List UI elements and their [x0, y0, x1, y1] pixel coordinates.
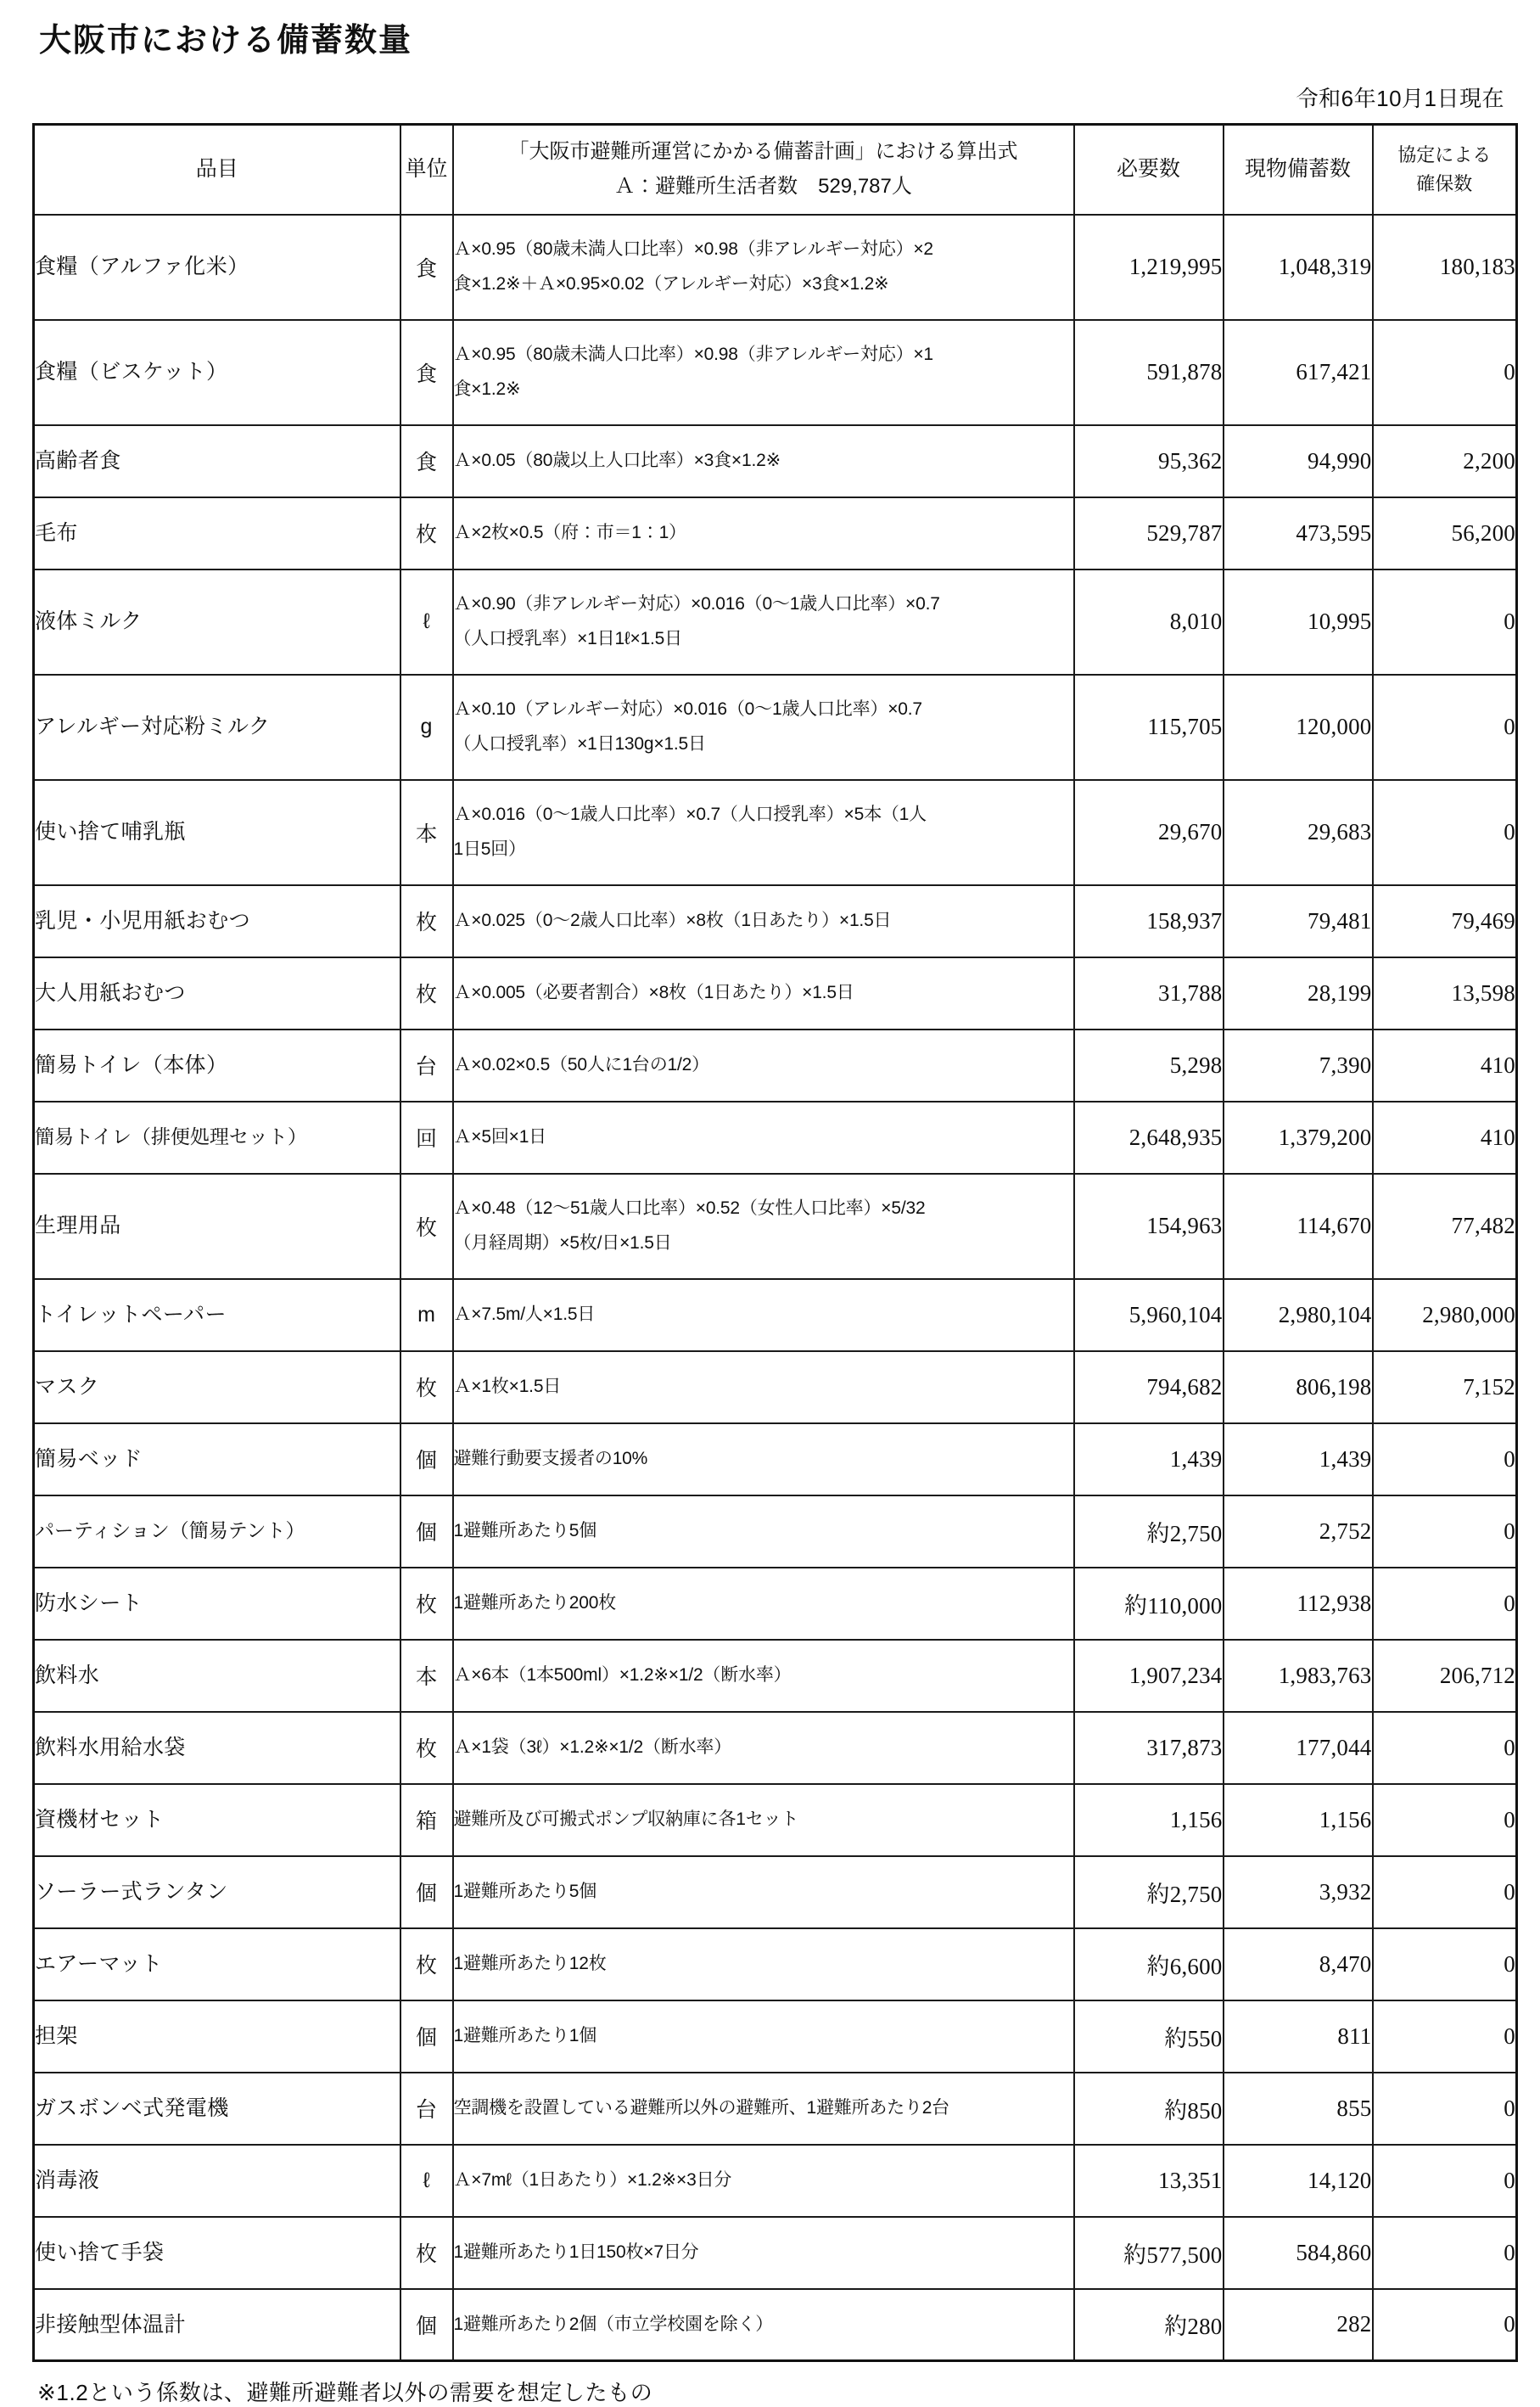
- cell-item-name: 消毒液: [34, 2145, 400, 2217]
- cell-item-name: パーティション（簡易テント）: [34, 1495, 400, 1568]
- column-header-agreement-qty: [1373, 124, 1517, 215]
- stockpile-table: [32, 123, 1518, 2363]
- cell-formula: [453, 2289, 1074, 2361]
- cell-formula-line1: 1避難所あたり12枚: [453, 1954, 607, 1974]
- cell-unit: 枚: [400, 957, 453, 1030]
- cell-agreement-qty: 0: [1373, 780, 1517, 885]
- cell-formula-line1: Ａ×0.95（80歳未満人口比率）×0.98（非アレルギー対応）×1: [453, 344, 933, 364]
- cell-actual-stock: 3,932: [1224, 1856, 1373, 1928]
- table-row: [34, 1351, 1517, 1423]
- cell-item-name: 食糧（アルファ化米）: [34, 215, 400, 320]
- column-header-agreement-line2: 確保数: [1416, 172, 1473, 194]
- cell-item-name: 乳児・小児用紙おむつ: [34, 885, 400, 957]
- cell-agreement-qty: 0: [1373, 1712, 1517, 1784]
- cell-unit: 個: [400, 2000, 453, 2073]
- cell-required-qty: 約550: [1074, 2000, 1224, 2073]
- cell-item-name: マスク: [34, 1351, 400, 1423]
- cell-required-qty: 29,670: [1074, 780, 1224, 885]
- cell-actual-stock: 2,752: [1224, 1495, 1373, 1568]
- cell-agreement-qty: 0: [1373, 2145, 1517, 2217]
- cell-item-name: 使い捨て手袋: [34, 2217, 400, 2289]
- table-row: [34, 885, 1517, 957]
- cell-formula-line1: 1避難所あたり2個（市立学校園を除く）: [453, 2314, 774, 2335]
- cell-agreement-qty: 0: [1373, 1568, 1517, 1640]
- cell-agreement-qty: 0: [1373, 1423, 1517, 1495]
- cell-formula: [453, 1030, 1074, 1102]
- cell-actual-stock: 584,860: [1224, 2217, 1373, 2289]
- table-row: [34, 320, 1517, 425]
- cell-required-qty: 約577,500: [1074, 2217, 1224, 2289]
- cell-actual-stock: 79,481: [1224, 885, 1373, 957]
- cell-required-qty: 1,907,234: [1074, 1640, 1224, 1712]
- cell-item-name: 防水シート: [34, 1568, 400, 1640]
- cell-agreement-qty: 2,200: [1373, 425, 1517, 497]
- cell-required-qty: 115,705: [1074, 675, 1224, 780]
- cell-formula-line1: Ａ×0.48（12〜51歳人口比率）×0.52（女性人口比率）×5/32: [453, 1198, 926, 1218]
- cell-item-name: 食糧（ビスケット）: [34, 320, 400, 425]
- cell-formula-line1: 避難行動要支援者の10%: [453, 1449, 648, 1469]
- cell-formula: [453, 2217, 1074, 2289]
- cell-actual-stock: 120,000: [1224, 675, 1373, 780]
- cell-formula: [453, 497, 1074, 569]
- cell-actual-stock: 177,044: [1224, 1712, 1373, 1784]
- cell-formula: [453, 2073, 1074, 2145]
- table-row: [34, 1784, 1517, 1856]
- cell-actual-stock: 14,120: [1224, 2145, 1373, 2217]
- cell-agreement-qty: 79,469: [1373, 885, 1517, 957]
- cell-actual-stock: 114,670: [1224, 1174, 1373, 1279]
- cell-agreement-qty: 0: [1373, 569, 1517, 675]
- cell-actual-stock: 617,421: [1224, 320, 1373, 425]
- cell-required-qty: 5,298: [1074, 1030, 1224, 1102]
- cell-actual-stock: 2,980,104: [1224, 1279, 1373, 1351]
- cell-item-name: 液体ミルク: [34, 569, 400, 675]
- cell-formula-line1: Ａ×7mℓ（1日あたり）×1.2※×3日分: [453, 2170, 732, 2191]
- cell-formula-line1: Ａ×0.025（0〜2歳人口比率）×8枚（1日あたり）×1.5日: [453, 911, 892, 931]
- cell-item-name: 毛布: [34, 497, 400, 569]
- cell-item-name: アレルギー対応粉ミルク: [34, 675, 400, 780]
- table-row: [34, 2217, 1517, 2289]
- table-row: [34, 2289, 1517, 2361]
- cell-formula: [453, 780, 1074, 885]
- cell-formula-line1: 1避難所あたり1個: [453, 2026, 597, 2046]
- cell-agreement-qty: 7,152: [1373, 1351, 1517, 1423]
- table-row: [34, 215, 1517, 320]
- table-row: [34, 1174, 1517, 1279]
- cell-item-name: トイレットペーパー: [34, 1279, 400, 1351]
- table-row: [34, 1279, 1517, 1351]
- cell-agreement-qty: 410: [1373, 1030, 1517, 1102]
- cell-required-qty: 1,219,995: [1074, 215, 1224, 320]
- cell-actual-stock: 1,379,200: [1224, 1102, 1373, 1174]
- cell-unit: 食: [400, 425, 453, 497]
- cell-unit: 枚: [400, 1712, 453, 1784]
- cell-actual-stock: 10,995: [1224, 569, 1373, 675]
- table-row: [34, 2145, 1517, 2217]
- cell-actual-stock: 8,470: [1224, 1928, 1373, 2000]
- cell-formula-line1: Ａ×7.5m/人×1.5日: [453, 1304, 596, 1325]
- cell-actual-stock: 1,439: [1224, 1423, 1373, 1495]
- cell-unit: 箱: [400, 1784, 453, 1856]
- cell-unit: m: [400, 1279, 453, 1351]
- cell-actual-stock: 1,048,319: [1224, 215, 1373, 320]
- cell-unit: g: [400, 675, 453, 780]
- cell-unit: 枚: [400, 2217, 453, 2289]
- cell-item-name: 大人用紙おむつ: [34, 957, 400, 1030]
- cell-required-qty: 13,351: [1074, 2145, 1224, 2217]
- cell-item-name: エアーマット: [34, 1928, 400, 2000]
- cell-formula: [453, 1174, 1074, 1279]
- footnote: [37, 2376, 1511, 2407]
- column-header-formula-line2: Ａ：避難所生活者数 529,787人: [614, 174, 912, 198]
- cell-required-qty: 158,937: [1074, 885, 1224, 957]
- cell-item-name: 生理用品: [34, 1174, 400, 1279]
- cell-required-qty: 317,873: [1074, 1712, 1224, 1784]
- column-header-unit: 単位: [400, 124, 453, 215]
- table-row: [34, 1568, 1517, 1640]
- cell-unit: ℓ: [400, 2145, 453, 2217]
- cell-formula-line2: 食×1.2※: [453, 379, 521, 399]
- cell-unit: 個: [400, 1495, 453, 1568]
- table-row: [34, 1640, 1517, 1712]
- column-header-required-qty: 必要数: [1074, 124, 1224, 215]
- cell-formula: [453, 1568, 1074, 1640]
- column-header-formula-line1: 「大阪市避難所運営にかかる備蓄計画」における算出式: [508, 139, 1018, 163]
- cell-item-name: 高齢者食: [34, 425, 400, 497]
- cell-formula-line2: （人口授乳率）×1日130g×1.5日: [453, 733, 706, 754]
- column-header-actual-stock: 現物備蓄数: [1224, 124, 1373, 215]
- table-row: [34, 957, 1517, 1030]
- cell-unit: 台: [400, 2073, 453, 2145]
- cell-agreement-qty: 0: [1373, 675, 1517, 780]
- cell-formula-line1: 1避難所あたり200枚: [453, 1593, 617, 1613]
- cell-formula-line2: （人口授乳率）×1日1ℓ×1.5日: [453, 628, 682, 648]
- cell-item-name: ソーラー式ランタン: [34, 1856, 400, 1928]
- cell-actual-stock: 28,199: [1224, 957, 1373, 1030]
- table-row: [34, 675, 1517, 780]
- footnote-text: ※1.2という係数は、避難所避難者以外の需要を想定したもの: [37, 2380, 653, 2406]
- cell-unit: 個: [400, 1856, 453, 1928]
- table-row: [34, 1102, 1517, 1174]
- table-row: [34, 780, 1517, 885]
- cell-formula-line1: Ａ×5回×1日: [453, 1127, 546, 1147]
- cell-agreement-qty: 0: [1373, 2289, 1517, 2361]
- cell-formula: [453, 885, 1074, 957]
- cell-agreement-qty: 410: [1373, 1102, 1517, 1174]
- cell-formula: [453, 957, 1074, 1030]
- cell-actual-stock: 29,683: [1224, 780, 1373, 885]
- cell-formula-line1: Ａ×1袋（3ℓ）×1.2※×1/2（断水率）: [453, 1737, 732, 1758]
- cell-formula-line1: 1避難所あたり5個: [453, 1882, 597, 1902]
- cell-formula: [453, 675, 1074, 780]
- cell-formula: [453, 1712, 1074, 1784]
- cell-required-qty: 154,963: [1074, 1174, 1224, 1279]
- cell-required-qty: 8,010: [1074, 569, 1224, 675]
- cell-item-name: 簡易トイレ（本体）: [34, 1030, 400, 1102]
- cell-actual-stock: 806,198: [1224, 1351, 1373, 1423]
- cell-formula-line1: 避難所及び可搬式ポンプ収納庫に各1セット: [453, 1809, 799, 1830]
- cell-agreement-qty: 13,598: [1373, 957, 1517, 1030]
- cell-item-name: 担架: [34, 2000, 400, 2073]
- cell-unit: 枚: [400, 497, 453, 569]
- cell-required-qty: 591,878: [1074, 320, 1224, 425]
- cell-formula: [453, 1495, 1074, 1568]
- cell-formula-line1: Ａ×0.05（80歳以上人口比率）×3食×1.2※: [453, 451, 781, 471]
- table-row: [34, 1712, 1517, 1784]
- column-header-agreement-line1: 協定による: [1397, 143, 1492, 166]
- table-row: [34, 2000, 1517, 2073]
- cell-formula: [453, 569, 1074, 675]
- cell-required-qty: 31,788: [1074, 957, 1224, 1030]
- cell-required-qty: 5,960,104: [1074, 1279, 1224, 1351]
- cell-formula-line1: Ａ×0.95（80歳未満人口比率）×0.98（非アレルギー対応）×2: [453, 238, 933, 259]
- cell-unit: 枚: [400, 1568, 453, 1640]
- cell-actual-stock: 94,990: [1224, 425, 1373, 497]
- cell-required-qty: 約280: [1074, 2289, 1224, 2361]
- cell-required-qty: 約2,750: [1074, 1495, 1224, 1568]
- table-row: [34, 497, 1517, 569]
- cell-unit: 食: [400, 215, 453, 320]
- cell-formula-line1: 空調機を設置している避難所以外の避難所、1避難所あたり2台: [453, 2098, 950, 2118]
- cell-item-name: 資機材セット: [34, 1784, 400, 1856]
- cell-unit: 枚: [400, 1928, 453, 2000]
- cell-required-qty: 794,682: [1074, 1351, 1224, 1423]
- cell-actual-stock: 473,595: [1224, 497, 1373, 569]
- cell-required-qty: 約6,600: [1074, 1928, 1224, 2000]
- cell-agreement-qty: 0: [1373, 2000, 1517, 2073]
- cell-formula: [453, 1928, 1074, 2000]
- cell-unit: 本: [400, 780, 453, 885]
- cell-required-qty: 2,648,935: [1074, 1102, 1224, 1174]
- cell-agreement-qty: 0: [1373, 1495, 1517, 1568]
- page-title: 大阪市における備蓄数量: [39, 23, 413, 59]
- as-of-date: 令和6年10月1日現在: [1296, 85, 1504, 111]
- cell-actual-stock: 1,983,763: [1224, 1640, 1373, 1712]
- cell-formula: [453, 215, 1074, 320]
- cell-unit: 本: [400, 1640, 453, 1712]
- cell-required-qty: 1,439: [1074, 1423, 1224, 1495]
- cell-required-qty: 95,362: [1074, 425, 1224, 497]
- cell-formula: [453, 320, 1074, 425]
- cell-formula-line1: 1避難所あたり1日150枚×7日分: [453, 2242, 699, 2263]
- table-row: [34, 569, 1517, 675]
- cell-unit: 枚: [400, 885, 453, 957]
- cell-unit: 個: [400, 1423, 453, 1495]
- cell-formula: [453, 1423, 1074, 1495]
- cell-formula: [453, 1102, 1074, 1174]
- table-row: [34, 1928, 1517, 2000]
- table-row: [34, 2073, 1517, 2145]
- cell-required-qty: 約2,750: [1074, 1856, 1224, 1928]
- cell-formula-line2: （月経周期）×5枚/日×1.5日: [453, 1232, 672, 1253]
- cell-agreement-qty: 0: [1373, 1856, 1517, 1928]
- cell-agreement-qty: 206,712: [1373, 1640, 1517, 1712]
- cell-agreement-qty: 0: [1373, 2217, 1517, 2289]
- cell-required-qty: 約850: [1074, 2073, 1224, 2145]
- cell-formula: [453, 2000, 1074, 2073]
- cell-agreement-qty: 77,482: [1373, 1174, 1517, 1279]
- cell-formula-line1: Ａ×1枚×1.5日: [453, 1377, 562, 1397]
- column-header-item: 品目: [34, 124, 400, 215]
- cell-actual-stock: 1,156: [1224, 1784, 1373, 1856]
- cell-formula-line2: 1日5回）: [453, 839, 526, 859]
- cell-actual-stock: 811: [1224, 2000, 1373, 2073]
- cell-unit: 回: [400, 1102, 453, 1174]
- cell-unit: 個: [400, 2289, 453, 2361]
- cell-item-name: 飲料水用給水袋: [34, 1712, 400, 1784]
- column-header-formula: [453, 124, 1074, 215]
- cell-formula-line1: Ａ×0.005（必要者割合）×8枚（1日あたり）×1.5日: [453, 983, 854, 1003]
- cell-item-name: 飲料水: [34, 1640, 400, 1712]
- cell-actual-stock: 112,938: [1224, 1568, 1373, 1640]
- cell-unit: 食: [400, 320, 453, 425]
- cell-agreement-qty: 180,183: [1373, 215, 1517, 320]
- cell-agreement-qty: 2,980,000: [1373, 1279, 1517, 1351]
- table-row: [34, 1030, 1517, 1102]
- cell-formula: [453, 425, 1074, 497]
- table-header-row: [34, 124, 1517, 215]
- cell-formula: [453, 1856, 1074, 1928]
- cell-formula-line1: Ａ×0.016（0〜1歳人口比率）×0.7（人口授乳率）×5本（1人: [453, 804, 927, 824]
- cell-unit: 台: [400, 1030, 453, 1102]
- cell-unit: 枚: [400, 1174, 453, 1279]
- cell-agreement-qty: 0: [1373, 1784, 1517, 1856]
- cell-actual-stock: 282: [1224, 2289, 1373, 2361]
- cell-unit: 枚: [400, 1351, 453, 1423]
- table-header: [34, 124, 1517, 215]
- cell-actual-stock: 855: [1224, 2073, 1373, 2145]
- table-row: [34, 1423, 1517, 1495]
- cell-formula: [453, 1784, 1074, 1856]
- cell-formula-line1: 1避難所あたり5個: [453, 1521, 597, 1541]
- cell-item-name: ガスボンベ式発電機: [34, 2073, 400, 2145]
- cell-formula-line1: Ａ×0.90（非アレルギー対応）×0.016（0〜1歳人口比率）×0.7: [453, 593, 940, 614]
- table-row: [34, 1856, 1517, 1928]
- cell-formula: [453, 1279, 1074, 1351]
- cell-formula-line2: 食×1.2※＋Ａ×0.95×0.02（アレルギー対応）×3食×1.2※: [453, 273, 889, 294]
- table-row: [34, 1495, 1517, 1568]
- cell-formula-line1: Ａ×6本（1本500ml）×1.2※×1/2（断水率）: [453, 1665, 792, 1686]
- cell-formula: [453, 1351, 1074, 1423]
- cell-formula-line1: Ａ×2枚×0.5（府：市＝1：1）: [453, 523, 686, 543]
- cell-item-name: 簡易ベッド: [34, 1423, 400, 1495]
- table-row: [34, 425, 1517, 497]
- cell-agreement-qty: 0: [1373, 2073, 1517, 2145]
- cell-item-name: 簡易トイレ（排便処理セット）: [34, 1102, 400, 1174]
- cell-formula-line1: Ａ×0.02×0.5（50人に1台の1/2）: [453, 1055, 709, 1075]
- as-of-row: [29, 81, 1511, 113]
- cell-required-qty: 529,787: [1074, 497, 1224, 569]
- cell-actual-stock: 7,390: [1224, 1030, 1373, 1102]
- cell-formula: [453, 2145, 1074, 2217]
- cell-required-qty: 約110,000: [1074, 1568, 1224, 1640]
- cell-item-name: 非接触型体温計: [34, 2289, 400, 2361]
- cell-formula: [453, 1640, 1074, 1712]
- cell-formula-line1: Ａ×0.10（アレルギー対応）×0.016（0〜1歳人口比率）×0.7: [453, 699, 922, 719]
- cell-agreement-qty: 0: [1373, 320, 1517, 425]
- cell-agreement-qty: 56,200: [1373, 497, 1517, 569]
- table-body: [34, 215, 1517, 2361]
- cell-agreement-qty: 0: [1373, 1928, 1517, 2000]
- cell-item-name: 使い捨て哺乳瓶: [34, 780, 400, 885]
- cell-unit: ℓ: [400, 569, 453, 675]
- cell-required-qty: 1,156: [1074, 1784, 1224, 1856]
